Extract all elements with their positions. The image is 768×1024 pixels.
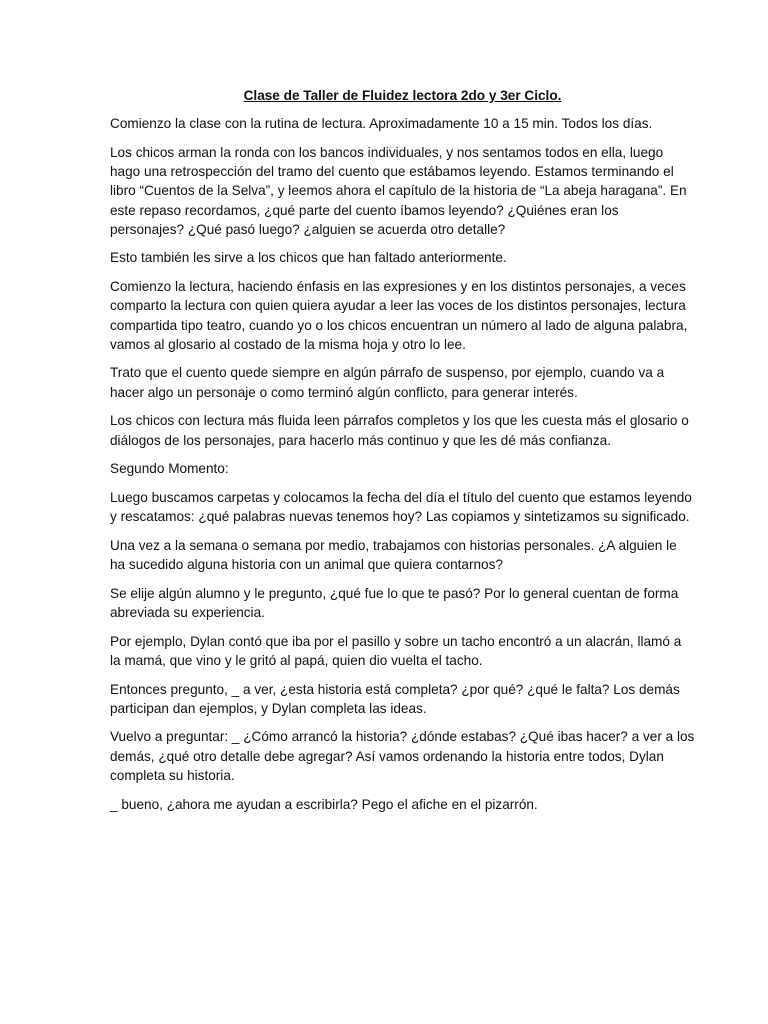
paragraph-completeness-question: Entonces pregunto, _ a ver, ¿esta historia está completa? ¿por qué? ¿qué le falta? Los demás participan dan ejemplos, y Dylan completa las ideas. — [110, 681, 680, 716]
paragraph-suspense: Trato que el cuento quede siempre en algún párrafo de suspenso, por ejemplo, cuando va a hacer algo un personaje o como terminó algún conflicto, para generar interés. — [110, 365, 665, 400]
document-page — [110, 86, 695, 823]
paragraph-reading-start: Comienzo la lectura, haciendo énfasis en las expresiones y en los distintos personajes, a veces comparto la lectura con quien quiera ayudar a leer las voces de los distintos personajes, lectura compartida tipo teatro, cuando yo o los chicos encuentran un número al lado de alguna palabra, vamos al glosario al costado de la misma hoja y otro lo lee. — [110, 279, 688, 352]
paragraph-write-poster: _ bueno, ¿ahora me ayudan a escribirla? Pego el afiche en el pizarrón. — [110, 796, 538, 812]
paragraph-student-chosen: Se elije algún alumno y le pregunto, ¿qué fue lo que te pasó? Por lo general cuentan de forma abreviada su experiencia. — [110, 585, 679, 620]
paragraph-reading-circle: Los chicos arman la ronda con los bancos individuales, y nos sentamos todos en ella, luego hago una retrospección del tramo del cuento que estábamos leyendo. Estamos terminando el libro “Cuentos de la Selva”, y leemos ahora el capítulo de la historia de “La abeja haragana”. En este repaso recordamos, ¿qué parte del cuento íbamos leyendo? ¿Quiénes eran los personajes? ¿Qué pasó luego? ¿alguien se acuerda otro detalle? — [110, 144, 687, 237]
paragraph-new-words: Luego buscamos carpetas y colocamos la fecha del día el título del cuento que estamos leyendo y rescatamos: ¿qué palabras nuevas tenemos hoy? Las copiamos y sintetizamos su significado. — [110, 489, 692, 525]
paragraph-reading-routine: Comienzo la clase con la rutina de lectura. Aproximadamente 10 a 15 min. Todos los días. — [110, 116, 653, 132]
paragraph-personal-stories: Una vez a la semana o semana por medio, trabajamos con historias personales. ¿A alguien le ha sucedido alguna historia con un animal que quiera contarnos? — [110, 537, 677, 573]
document-title: Clase de Taller de Fluidez lectora 2do y 3er Ciclo. — [243, 88, 562, 103]
paragraph-dylan-example: Por ejemplo, Dylan contó que iba por el pasillo y sobre un tacho encontró a un alacrán, llamó a la mamá, que vino y le gritó al papá, quien dio vuelta el tacho. — [110, 633, 682, 668]
paragraph-absent-students: Esto también les sirve a los chicos que han faltado anteriormente. — [110, 250, 507, 266]
paragraph-ordering-story: Vuelvo a preguntar: _ ¿Cómo arrancó la historia? ¿dónde estabas? ¿Qué ibas hacer? a ver a los demás, ¿qué otro detalle debe agregar? Así vamos ordenando la historia entre todos, Dylan completa su historia. — [110, 729, 695, 783]
paragraph-second-moment-heading: Segundo Momento: — [110, 461, 229, 477]
paragraph-fluent-readers: Los chicos con lectura más fluida leen párrafos completos y los que les cuesta más el glosario o diálogos de los personajes, para hacerlo más continuo y que les dé más confianza. — [110, 413, 689, 448]
